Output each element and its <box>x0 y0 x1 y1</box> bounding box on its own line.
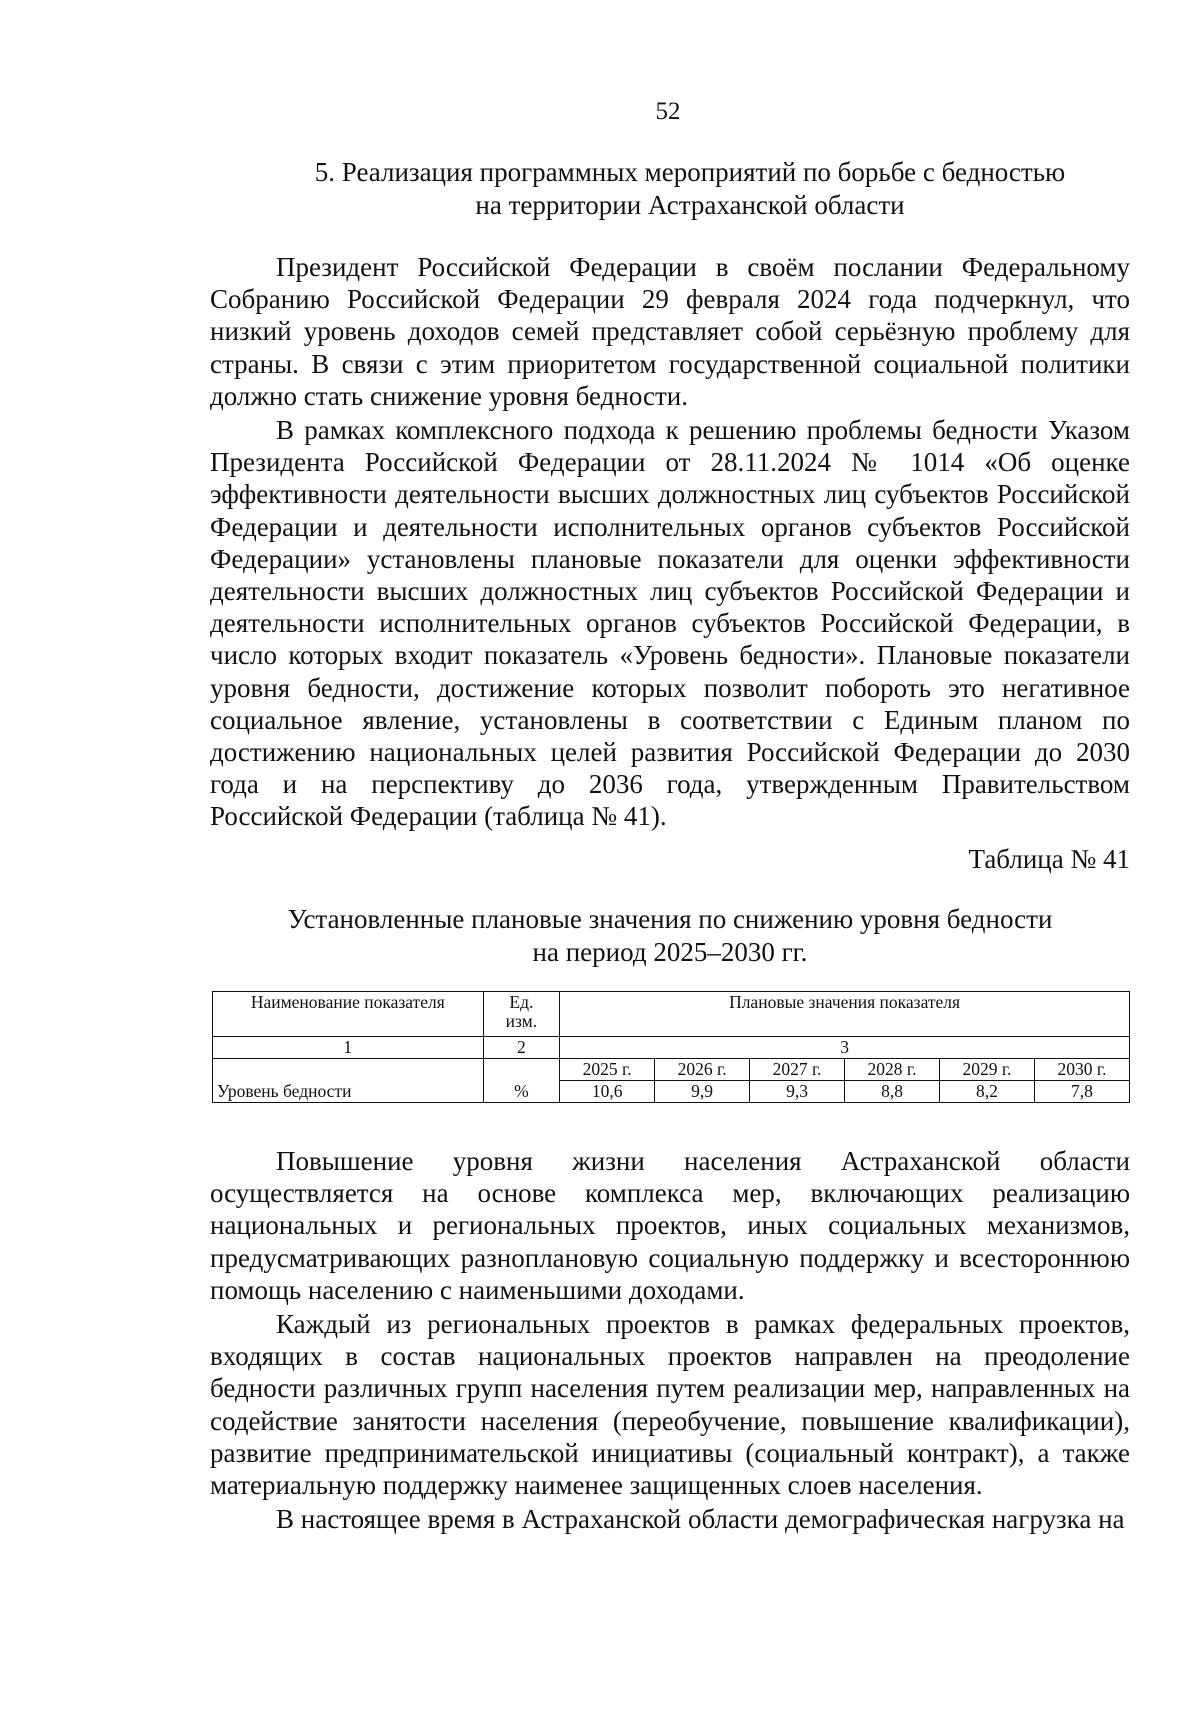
table-header-row <box>213 992 1130 1037</box>
paragraph: Президент Российской Федерации в своём послании Федеральному Собранию Российской Федерации 29 февраля 2024 года подчеркнул, что низкий уровень доходов семей представляет собой серьёзную проблему для страны. В связи с этим приоритетом государственной социальной политики должно стать снижение уровня бедности. <box>210 252 1130 411</box>
page-number: 52 <box>655 98 681 125</box>
year-cell: 2026 г. <box>655 1059 750 1081</box>
value-cell: 8,8 <box>845 1081 940 1103</box>
indicators-table <box>212 991 1130 1103</box>
header-cell-values: Плановые значения показателя <box>560 992 1130 1037</box>
table-title <box>210 903 1130 969</box>
year-cell: 2025 г. <box>560 1059 655 1081</box>
header-unit-line-2: изм. <box>505 1011 538 1031</box>
section-title-line-2: на территории Астраханской области <box>475 190 905 220</box>
table-title-line-2: на период 2025–2030 гг. <box>532 937 808 967</box>
paragraph: В рамках комплексного подхода к решению проблемы бедности Указом Президента Российской Федерации от 28.11.2024 № 1014 «Об оценке эффективности деятельности высших должностных лиц субъектов Российской Федерации и деятельности исполнительных органов субъектов Российской Федерации» установлены плановые показатели для оценки эффективности деятельности высших должностных лиц субъектов Российской Федерации и деятельности исполнительных органов субъектов Российской Федерации, в число которых входит показатель «Уровень бедности». Плановые показатели уровня бедности, достижение которых позволит побороть это негативное социальное явление, установлены в соответствии с Единым планом по достижению национальных целей развития Российской Федерации до 2030 года и на перспективу до 2036 года, утвержденным Правительством Российской Федерации (таблица № 41). <box>210 415 1130 832</box>
year-cell: 2027 г. <box>750 1059 845 1081</box>
number-cell-3: 3 <box>560 1037 1130 1059</box>
value-cell: 10,6 <box>560 1081 655 1103</box>
table-years-row <box>213 1059 1130 1081</box>
section-title-line-1: 5. Реализация программных мероприятий по борьбе с бедностью <box>314 157 1066 187</box>
year-cell: 2030 г. <box>1034 1059 1129 1081</box>
table-number-row <box>213 1037 1130 1059</box>
header-unit-line-1: Ед. <box>509 992 534 1012</box>
number-cell-1: 1 <box>213 1037 484 1059</box>
header-cell-name: Наименование показателя <box>213 992 484 1037</box>
body-text-before-table <box>210 251 1130 835</box>
value-cell: 9,3 <box>750 1081 845 1103</box>
year-cell: 2029 г. <box>939 1059 1034 1081</box>
section-title <box>210 156 1170 222</box>
table-label: Таблица № 41 <box>968 844 1130 874</box>
value-cell: 7,8 <box>1034 1081 1129 1103</box>
number-cell-2: 2 <box>483 1037 560 1059</box>
value-cell: 8,2 <box>939 1081 1034 1103</box>
paragraph: Повышение уровня жизни населения Астраханской области осуществляется на основе комплекса мер, включающих реализацию национальных и региональных проектов, иных социальных механизмов, предусматривающих разноплановую социальную поддержку и всестороннюю помощь населению с наименьшими доходами. <box>210 1146 1130 1305</box>
body-text-after-table <box>210 1145 1130 1537</box>
paragraph: В настоящее время в Астраханской области демографическая нагрузка на <box>276 1504 1125 1535</box>
table-title-line-1: Установленные плановые значения по снижению уровня бедности <box>287 904 1053 934</box>
row-name-cell: Уровень бедности <box>213 1059 484 1103</box>
paragraph: Каждый из региональных проектов в рамках федеральных проектов, входящих в состав национальных проектов направлен на преодоление бедности различных групп населения путем реализации мер, направленных на содействие занятости населения (переобучение, повышение квалификации), развитие предпринимательской инициативы (социальный контракт), а также материальную поддержку наименее защищенных слоев населения. <box>210 1309 1130 1501</box>
row-unit-cell: % <box>483 1059 560 1103</box>
year-cell: 2028 г. <box>845 1059 940 1081</box>
value-cell: 9,9 <box>655 1081 750 1103</box>
header-cell-unit <box>483 992 560 1037</box>
